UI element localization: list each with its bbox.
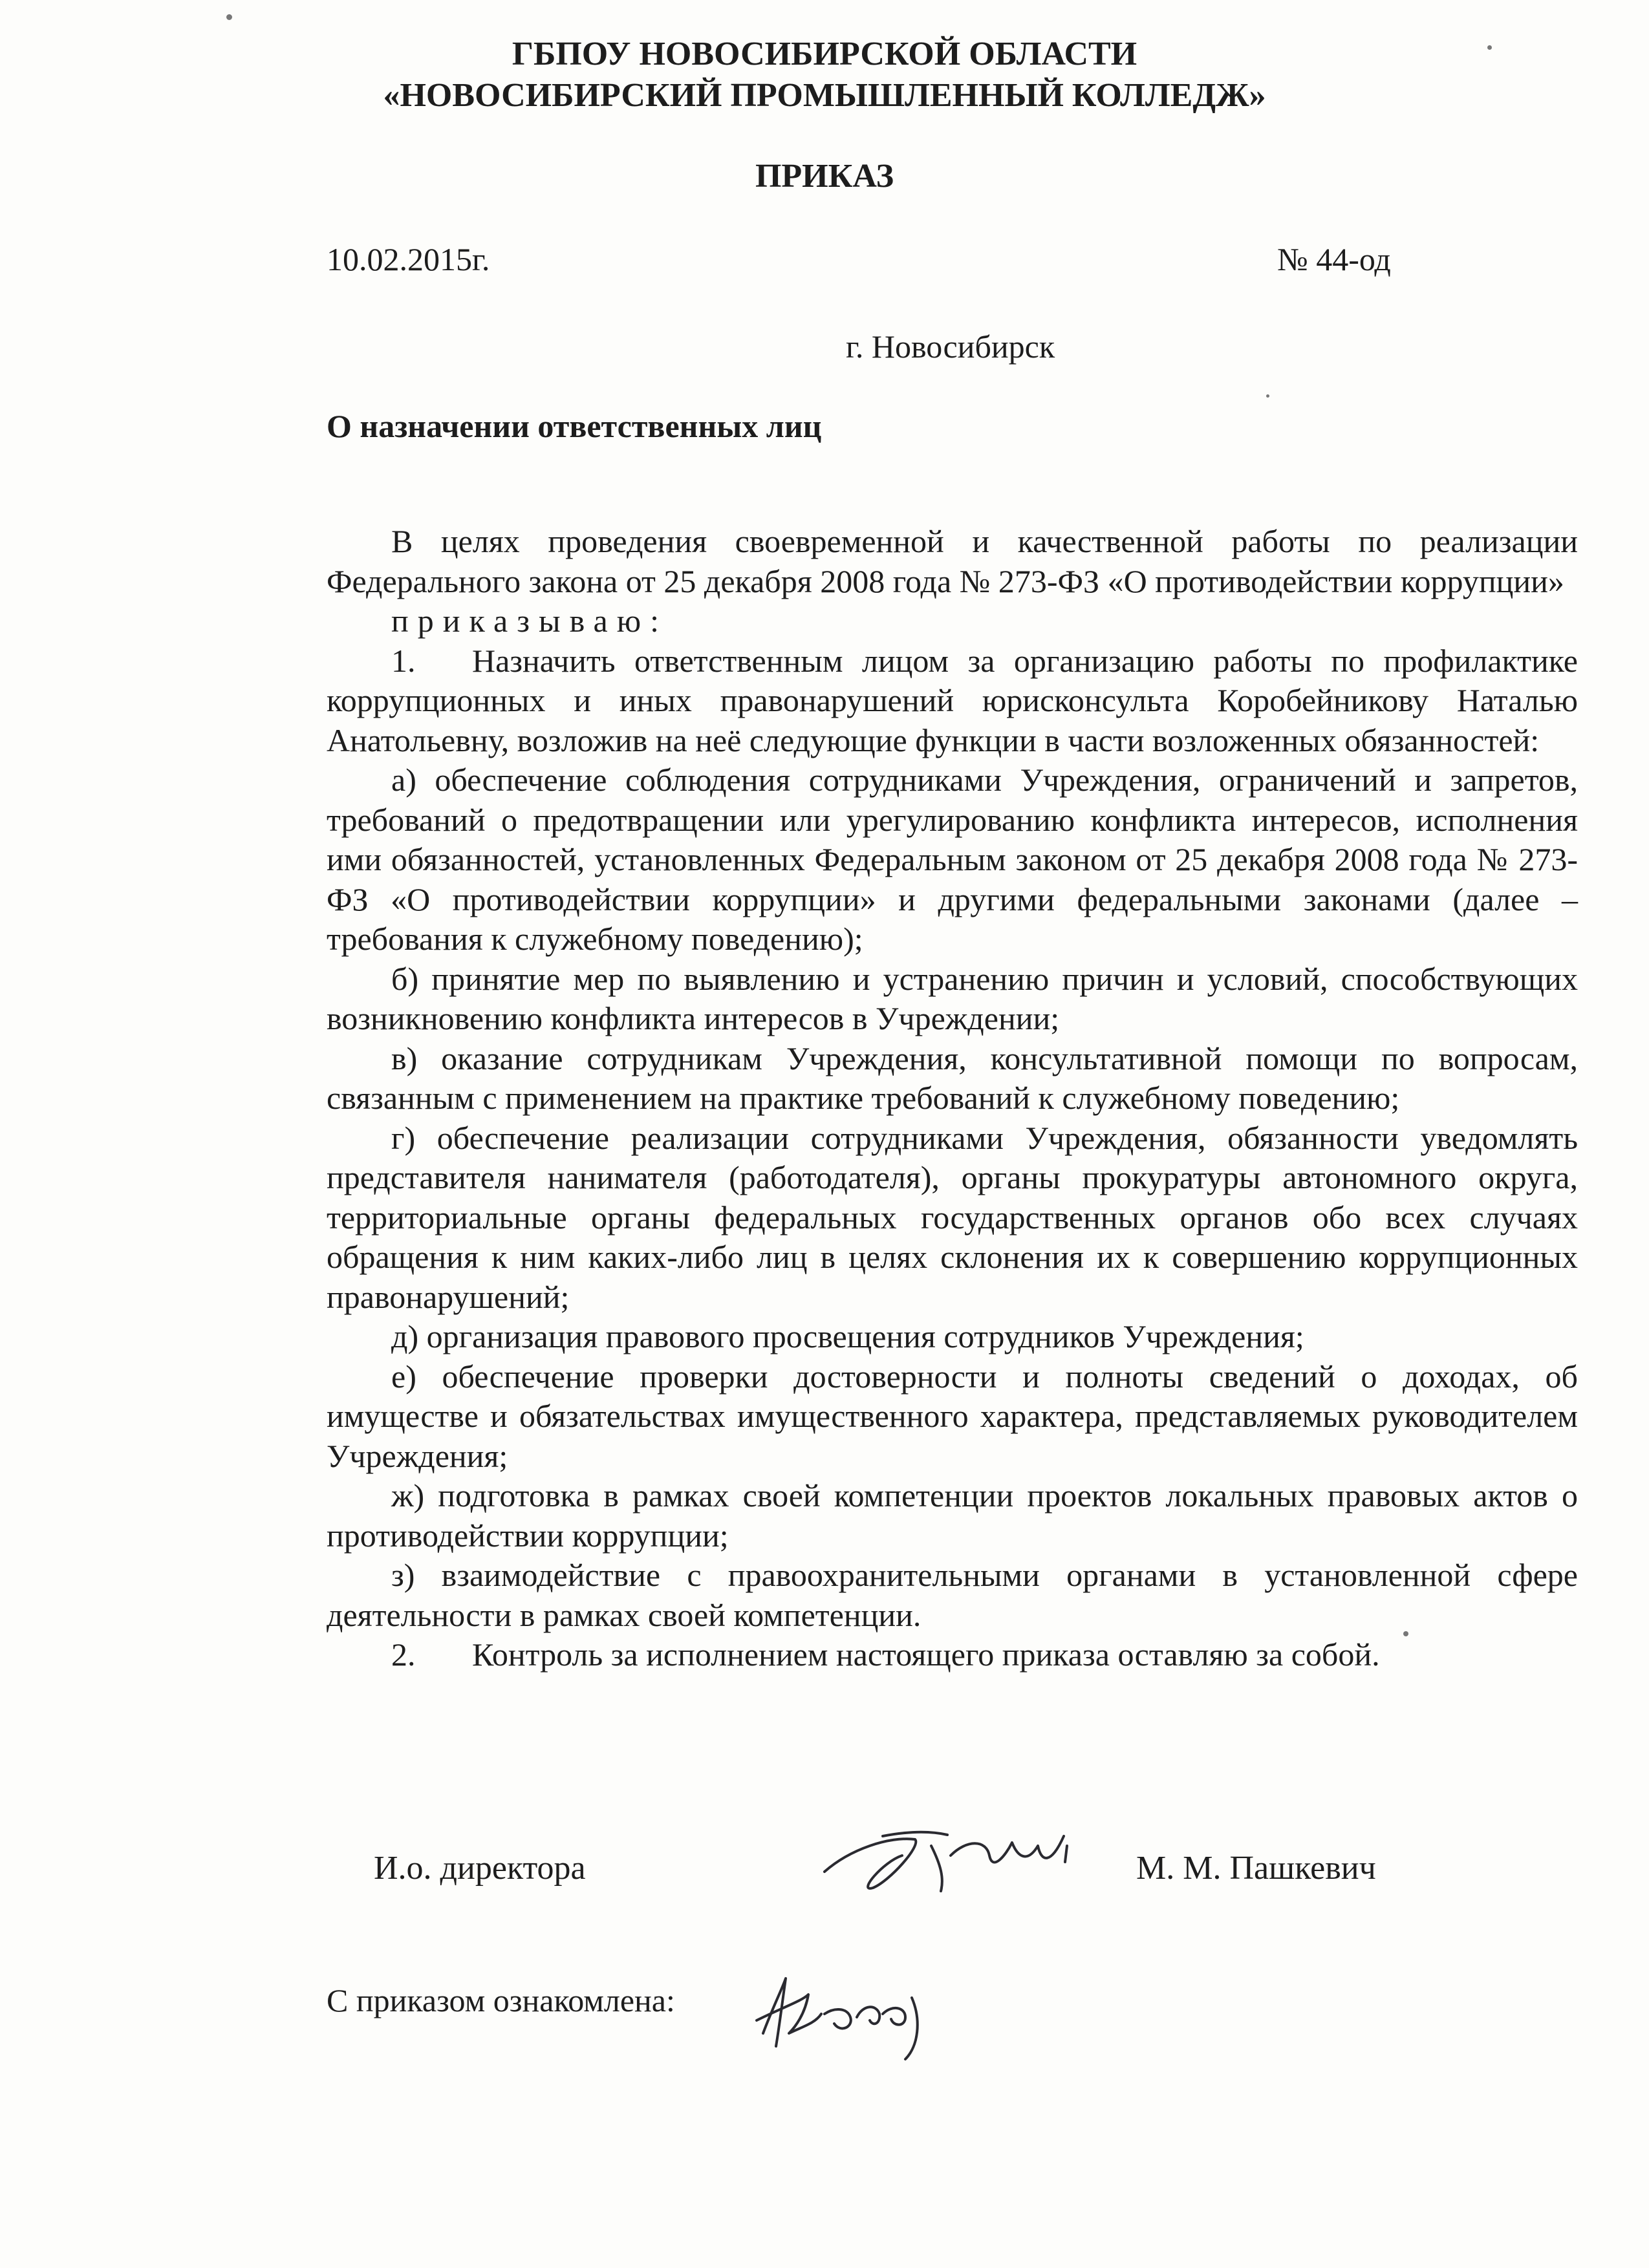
sub-item-b: б) принятие мер по выявлению и устранению причин и условий, способствующих возникновению конфликта интересов в Учреждении; [327,960,1578,1036]
item-1-number: 1. [391,642,416,679]
scan-speck [1266,394,1269,398]
document-body [327,522,1578,1675]
item-1 [327,641,1578,761]
sub-item-zh: ж) подготовка в рамках своей компетенции проектов локальных правовых актов о противодействии коррупции; [327,1477,1578,1554]
director-signature [812,1810,1096,1907]
sub-item-z: з) взаимодействие с правоохранительными органами в установленной сфере деятельности в рамках своей компетенции. [327,1557,1578,1633]
org-name-line2: «НОВОСИБИРСКИЙ ПРОМЫШЛЕННЫЙ КОЛЛЕДЖ» [383,77,1266,114]
sub-item-v: в) оказание сотрудникам Учреждения, консультативной помощи по вопросам, связанным с применением на практике требований к служебному поведению; [327,1040,1578,1116]
sub-item-a: а) обеспечение соблюдения сотрудниками Учреждения, ограничений и запретов, требований о предотвращении или урегулированию конфликта интересов, исполнения ими обязанностей, установленных Федеральным законом от 25 декабря 2008 года № 273-ФЗ «О противодействии коррупции» и другими федеральными законами (далее – требования к служебному поведению); [327,762,1578,957]
scan-speck [226,14,232,20]
sub-item-g: г) обеспечение реализации сотрудниками Учреждения, обязанности уведомлять представителя нанимателя (работодателя), органы прокуратуры автономного округа, территориальные органы федеральных государственных органов обо всех случаях обращения к ним каких-либо лиц в целях склонения их к совершению коррупционных правонарушений; [327,1119,1578,1315]
document-title: ПРИКАЗ [755,158,894,195]
scan-speck [1487,45,1492,50]
signatory-position: И.о. директора [374,1850,586,1887]
scan-speck [1403,1631,1408,1636]
document-subject: О назначении ответственных лиц [327,408,822,444]
sub-item-e: е) обеспечение проверки достоверности и полноты сведений о доходах, об имуществе и обязательствах имущественного характера, представляемых руководителем Учреждения; [327,1358,1578,1474]
signatory-name: М. М. Пашкевич [1136,1850,1376,1887]
item-1-text: Назначить ответственным лицом за организацию работы по профилактике коррупционных и иных правонарушений юрисконсульта Коробейникову Наталью Анатольевну, возложив на неё следующие функции в части возложенных обязанностей: [327,642,1578,758]
item-2 [327,1635,1578,1675]
item-2-text: Контроль за исполнением настоящего приказа оставляю за собой. [472,1636,1380,1673]
org-name-line1: ГБПОУ НОВОСИБИРСКОЙ ОБЛАСТИ [512,36,1137,72]
order-word: приказываю: [391,603,668,639]
document-city: г. Новосибирск [846,328,1055,365]
document-date: 10.02.2015г. [327,241,490,277]
acknowledgement-label: С приказом ознакомлена: [327,1982,675,2018]
intro-paragraph: В целях проведения своевременной и качественной работы по реализации Федерального закона от 25 декабря 2008 года № 273-ФЗ «О противодействии коррупции» [327,523,1578,599]
item-2-number: 2. [391,1636,416,1673]
document-number: № 44-од [1277,241,1391,277]
acknowledgement-signature [744,1962,964,2072]
sub-item-d: д) организация правового просвещения сотрудников Учреждения; [391,1318,1304,1354]
